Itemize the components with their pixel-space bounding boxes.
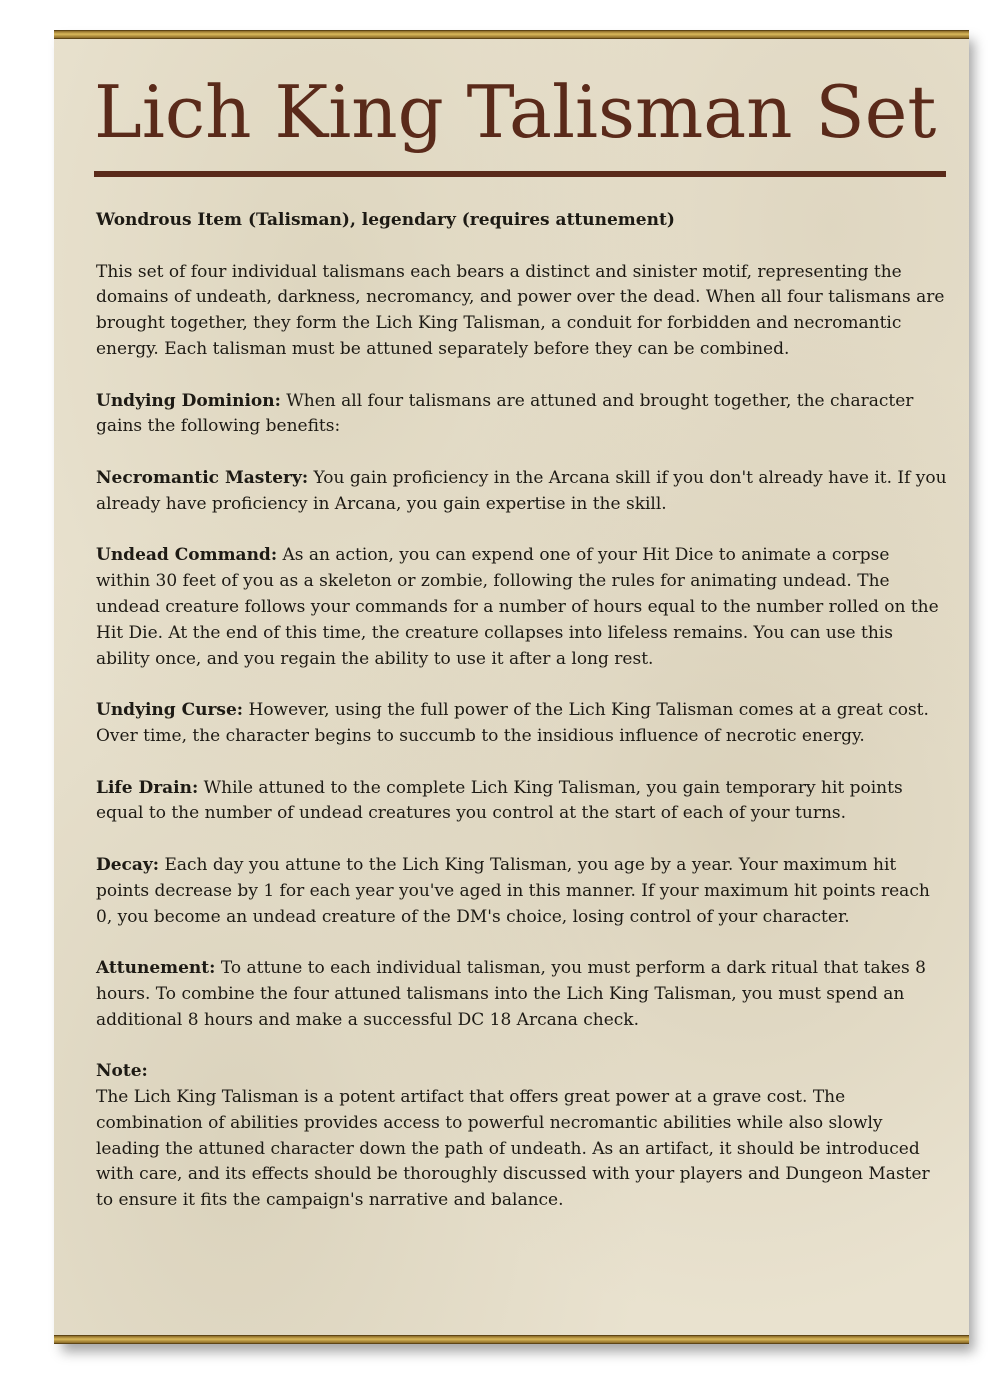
section-undying-curse (96, 698, 948, 750)
item-type: Wondrous Item (Talisman), legendary (requires attunement) (96, 210, 675, 230)
top-gold-border (54, 30, 969, 39)
section-undying-dominion (96, 389, 948, 441)
section-label: Undead Command: (96, 545, 278, 566)
section-label: Life Drain: (96, 777, 199, 798)
item-type-line (96, 208, 948, 234)
note-section (96, 1059, 948, 1214)
section-label: Undying Dominion: (96, 390, 281, 411)
parchment-page (54, 30, 969, 1344)
section-necromantic-mastery (96, 466, 948, 518)
page-title: Lich King Talisman Set (94, 70, 937, 154)
section-life-drain (96, 776, 948, 828)
item-description (96, 208, 948, 1240)
section-label: Necromantic Mastery: (96, 467, 309, 488)
section-text: You gain proficiency in the Arcana skill if you don't already have it. If you already have proficiency in Arcana, you gain expertise in the skill. (96, 467, 947, 514)
section-decay (96, 853, 948, 930)
section-text: As an action, you can expend one of your Hit Dice to animate a corpse within 30 feet of you as a skeleton or zombie, following the rules for animating undead. The undead creature follows your commands for a number of hours equal to the number rolled on the Hit Die. At the end of this time, the creature collapses into lifeless remains. You can use this ability once, and you regain the ability to use it after a long rest. (96, 545, 939, 669)
section-attunement (96, 956, 948, 1033)
note-text: The Lich King Talisman is a potent artifact that offers great power at a grave cost. The combination of abilities provides access to powerful necromantic abilities while also slowly leading the attuned character down the path of undeath. As an artifact, it should be introduced with care, and its effects should be thoroughly discussed with your players and Dungeon Master to ensure it fits the campaign's narrative and balance. (96, 1087, 930, 1211)
section-label: Undying Curse: (96, 700, 244, 721)
section-label: Decay: (96, 854, 160, 875)
section-text: To attune to each individual talisman, you must perform a dark ritual that takes 8 hours. To combine the four attuned talismans into the Lich King Talisman, you must spend an additional 8 hours and make a successful DC 18 Arcana check. (96, 958, 926, 1030)
section-text: While attuned to the complete Lich King Talisman, you gain temporary hit points equal to the number of undead creatures you control at the start of each of your turns. (96, 777, 903, 824)
section-label: Attunement: (96, 958, 216, 979)
section-text: Each day you attune to the Lich King Talisman, you age by a year. Your maximum hit points decrease by 1 for each year you've aged in this manner. If your maximum hit points reach 0, you become an undead creature of the DM's choice, losing control of your character. (96, 854, 930, 927)
intro-paragraph: This set of four individual talismans each bears a distinct and sinister motif, representing the domains of undeath, darkness, necromancy, and power over the dead. When all four talismans are brought together, they form the Lich King Talisman, a conduit for forbidden and necromantic energy. Each talisman must be attuned separately before they can be combined. (96, 261, 945, 359)
section-text: However, using the full power of the Lich King Talisman comes at a great cost. Over time, the character begins to succumb to the insidious influence of necrotic energy. (96, 700, 929, 746)
bottom-gold-border (54, 1335, 969, 1344)
title-divider (94, 171, 946, 177)
section-text: When all four talismans are attuned and brought together, the character gains the following benefits: (96, 390, 914, 437)
section-undead-command (96, 543, 948, 672)
note-label: Note: (96, 1061, 148, 1082)
